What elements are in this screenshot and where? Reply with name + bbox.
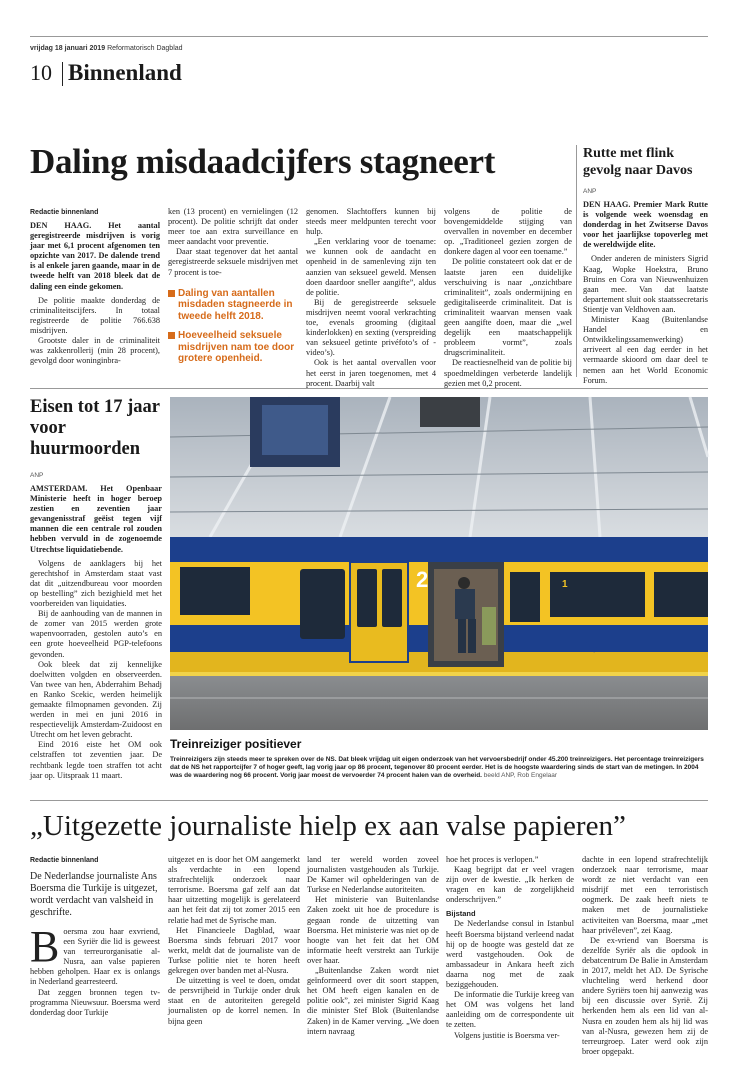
column-rule	[576, 145, 577, 377]
article1-paragraph: Daar staat tegenover dat het aantal geregistreerde seksuele misdrijven met 7 procent is toe-	[168, 247, 298, 277]
article2-paragraph: De uitzetting is veel te doen, omdat de persvrijheid in Turkije onder druk staat en de autoriteiten geregeld journalisten op de korrel nemen. In bijna geen	[168, 976, 300, 1026]
side2-paragraph: Volgens de aanklagers bij het gerechtshof in Amsterdam staat vast dat dit „uitzendbureau voor moorden op bestelling” zich bezighield met het voorbereiden van liquidaties.	[30, 558, 162, 609]
article2-paragraph: De Nederlandse consul in Istanbul heeft Boersma bijstand verleend nadat hij op de hoogte was gesteld dat ze werd vastgehouden. Ook de ambassadeur in Ankara heeft zich daarna nog met de zaak beziggehouden.	[446, 919, 574, 990]
top-rule	[30, 36, 708, 37]
pull-quote-text: Hoeveelheid seksuele misdrijven nam toe door grotere openheid.	[178, 330, 295, 365]
article1-paragraph: Ook is het aantal overvallen voor het eerst in jaren toegenomen, met 4 procent. Daarbij valt	[306, 358, 436, 388]
article1-paragraph: volgens de politie de bovengemiddelde stijging van overvallen in november en december op. „Traditioneel gezien zorgen de donkere dagen al voor een toename.”	[444, 207, 572, 257]
side1-paragraph: Minister Kaag (Buitenlandse Handel en Ontwikkelingssamenwerking) arriveert al een dag eerder in het vermaarde skioord om daar deel te nemen aan het World Economic Forum.	[583, 315, 708, 385]
article1-headline: Daling misdaadcijfers stagneert	[30, 142, 496, 181]
article2-byline: Redactie binnenland	[30, 857, 99, 864]
photo-caption	[170, 756, 708, 781]
page-separator	[62, 62, 63, 86]
side2-source: ANP	[30, 472, 44, 479]
section-title: Binnenland	[68, 60, 182, 85]
article1-col4	[444, 207, 572, 388]
side2-headline: Eisen tot 17 jaar voor huurmoorden	[30, 397, 160, 459]
article2-paragraph: „Buitenlandse Zaken wordt niet geïnformeerd over dit soort stappen, het OM heeft eigen kanalen en de politie ook”, zei minister Sigrid Kaag die minister Stef Blok (Buitenlandse Zaken) in de Kamer verving. „We doen intern navraag	[307, 966, 439, 1036]
dropcap: B	[30, 922, 60, 971]
article1-paragraph: ken (13 procent) en vernielingen (12 procent). De politie schrijft dat onder meer toe aan extra surveillance en meer aandacht voor preventie.	[168, 207, 298, 247]
article1-paragraph: Grootste daler in de criminaliteit was zakkenrollerij (min 28 procent), gevolgd door woninginbra-	[30, 336, 160, 366]
article2-paragraph: De ex-vriend van Boersma is dezelfde Syriër als die opdook in debatcentrum De Balie in Amsterdam in 2017, meldt het AD. De Syrische vluchteling werd herkend door andere Syriërs toen hij aanwezig was bij een discussie over Syrië. Zij herkenden hem als een lid van al-Nusra en zouden hem als hij lid was van al-Nusra, gewezen hem zij de terreurgroep. Later werd ook zijn broer opgepakt.	[582, 935, 708, 1056]
side2-lead: AMSTERDAM. Het Openbaar Ministerie heeft in hoger beroep zestien en zeventien jaar gevangenisstraf geëist tegen vijf mannen die een centrale rol zouden hebben vervuld in de zogenoemde Utrechtse liquidatiebende.	[30, 484, 162, 554]
dateline	[30, 45, 183, 52]
side1-paragraph: Onder anderen de ministers Sigrid Kaag, Wopke Hoekstra, Bruno Bruins en Cora van Nieuwenhuizen gaan mee. Van dat laatste departement sluit ook staatssecretaris Stientje van Veldhoven aan.	[583, 254, 708, 314]
first-class-label: 1	[562, 579, 568, 590]
article2-subhead: Bijstand	[446, 909, 476, 919]
square-bullet-icon	[168, 290, 175, 297]
side2-paragraph: Bij de aanhouding van de mannen in de zomer van 2015 werden grote wapenvoorraden, gestolen auto’s en een grote hoeveelheid PGP-telefoons gevonden.	[30, 609, 162, 659]
photo-caption-title: Treinreiziger positiever	[170, 737, 302, 751]
article1-col3	[306, 207, 436, 388]
side1-lead: DEN HAAG. Premier Mark Rutte is volgende week woensdag en donderdag in het Zwitserse Davos voor het jaarlijkse topoverleg met de wereldwijde elite.	[583, 200, 708, 250]
article1-col2	[168, 207, 298, 379]
side2-paragraph: Eind 2016 eiste het OM ook celstraffen tot zeventien jaar. De rechtbank legde toen straffen tot acht jaar op. Uitspraak 11 maart.	[30, 740, 162, 780]
train-illustration	[170, 397, 708, 730]
door-number-2: 2	[416, 567, 429, 592]
article2-headline: „Uitgezette journaliste hielp ex aan valse papieren”	[30, 810, 626, 842]
section-rule	[30, 388, 708, 389]
side2-paragraph: Ook bleek dat zij kennelijke doelwitten volgden en observeerden. Van twee van hen, Abderrahim Behadj en Ranko Scekic, werden heimelijk gemaakte filmopnamen gevonden. Zij werden in mei en juni 2016 in respectievelijk Amsterdam-Zuidoost en Utrecht om het leven gebracht.	[30, 659, 162, 740]
square-bullet-icon	[168, 332, 175, 339]
article2-paragraph: Het Financieele Dagblad, waar Boersma sinds februari 2017 voor werkt, meldt dat de journaliste van de Turkse politie niet te horen heeft gekregen over banden met al-Nusra.	[168, 925, 300, 976]
paper-name: Reformatorisch Dagblad	[107, 45, 183, 52]
side2-body	[30, 470, 162, 788]
photo-caption-text: Treinreizigers zijn steeds meer te spreken over de NS. Dat bleek vrijdag uit eigen onderzoek van het vervoersbedrijf onder 45.200 treinreizigers. Het percentage treinreizigers dat de NS het rapportcijfer 7 of hoger geeft, lag vorig jaar op 86 procent, tegenover 80 procent eerder. Het is de hoogste waardering sinds de start van de metingen. In 2004 was de waardering nog 66 procent. Vorig jaar moest de vervoerder 74 procent halen van de overheid.	[170, 756, 704, 780]
article2-col4	[446, 855, 574, 1065]
article2-deck: De Nederlandse journaliste Ans Boersma die Turkije is uitgezet, wordt verdacht van valsheid in geschrifte.	[30, 871, 158, 918]
side1-headline: Rutte met flink gevolg naar Davos	[583, 146, 693, 178]
article1-paragraph: De reactiesnelheid van de politie bij spoedmeldingen verbeterde landelijk gezien met 0,2 procent.	[444, 358, 572, 388]
article1-lead: DEN HAAG. Het aantal geregistreerde misdrijven is vorig jaar met 6,1 procent afgenomen ten opzichte van 2017. De dalende trend is al enkele jaren gaande, maar in de tweede helft van 2018 bleek dat de daling een einde gekomen.	[30, 221, 160, 291]
page-number: 10	[30, 60, 52, 85]
article1-paragraph: Bij de geregistreerde seksuele misdrijven neemt vooral verkrachting toe, evenals grooming (digitaal kinderlokken) en sexting (verspreiding van seksueel getinte privéfoto’s of -video’s).	[306, 297, 436, 358]
section-rule	[30, 800, 708, 801]
article2-col3	[307, 855, 439, 1065]
article2-paragraph: Dat zeggen bronnen tegen tv-programma Nieuwsuur. Boersma werd donderdag door Turkije	[30, 987, 160, 1017]
pull-quote-text: Daling van aantallen misdaden stagneerde in tweede helft 2018.	[178, 287, 293, 322]
article2-paragraph: land ter wereld worden zoveel journalisten vastgehouden als Turkije. De Kamer wil ophelderingen van de Turkse en Nederlandse autoriteiten.	[307, 855, 439, 895]
article1-paragraph: „Een verklaring voor de toename: we kunnen ook de aandacht en openheid in de samenleving zijn ten aanzien van seksueel geweld. Mensen doen daardoor sneller aangifte”, aldus de politie.	[306, 237, 436, 297]
side1-source: ANP	[583, 188, 597, 195]
pull-quote-2	[168, 330, 298, 365]
article2-paragraph: Volgens justitie is Boersma ver-	[454, 1030, 560, 1040]
issue-date: vrijdag 18 januari 2019	[30, 45, 106, 52]
photo-credit: beeld ANP, Rob Engelaar	[483, 772, 558, 780]
article2-col5	[582, 855, 708, 1065]
article2-col2	[168, 855, 300, 1065]
pull-quote-1	[168, 288, 298, 323]
side1-body	[583, 186, 708, 385]
article2-paragraph: hoe het proces is verlopen.”	[446, 855, 539, 864]
article1-byline: Redactie binnenland	[30, 209, 99, 216]
article2-paragraph: De informatie die Turkije kreeg van het OM was volgens het land aanleiding om de correspondente uit te zetten.	[446, 990, 574, 1030]
article2-paragraph: Het ministerie van Buitenlandse Zaken zoekt uit hoe de procedure is gegaan ronde de uitzetting van Boersma. Het ministerie was niet op de hoogte van het feit dat het OM informatie heeft verstrekt aan Turkije over haar.	[307, 895, 439, 965]
article2-paragraph: Kaag begrijpt dat er veel vragen zijn over de kwestie. „Ik herken de vragen en kan de zorgelijkheid onderschrijven.”	[446, 865, 574, 905]
article2-paragraph: uitgezet en is door het OM aangemerkt als verdachte in een lopend strafrechtelijk onderzoek naar terrorisme. Boersma gaf zelf aan dat haar uitzetting mogelijk is gerelateerd aan het feit dat zij tot zomer 2015 een relatie had met de Syrische man.	[168, 855, 300, 925]
article1-paragraph: De politie constateert ook dat er de laatste jaren een duidelijke verschuiving is naar „onzichtbare criminaliteit”, zoals ondermijning en gedigitaliseerde criminaliteit. Dat is criminaliteit waarvan mensen vaak geen aangifte doen, maar die „wel degelijk een maatschappelijk probleem vormt”, zoals drugscriminaliteit.	[444, 257, 572, 358]
article2-col1	[30, 855, 160, 1065]
article2-paragraph: oersma zou haar exvriend, een Syriër die lid is geweest van terreurorganisatie al-Nusra, aan valse papieren hebben geholpen. Haar ex is onlangs in Nederland gearresteerd.	[30, 927, 160, 987]
article1-paragraph: genomen. Slachtoffers kunnen bij steeds meer meldpunten terecht voor hulp.	[306, 207, 436, 237]
article1-paragraph: De politie maakte donderdag de criminaliteitscijfers. In totaal registreerde de politie 766.638 misdrijven.	[30, 295, 160, 335]
article2-paragraph: dachte in een lopend strafrechtelijk onderzoek naar terrorisme, maar wordt ze niet verdacht van een misdrijf met een terroristisch oogmerk. De zaak heeft niets te maken met de journalistieke activiteiten van Boersma, maar „met haar privéleven”, zei Kaag.	[582, 855, 708, 935]
article1-col1	[30, 207, 160, 379]
train-photo	[170, 397, 708, 730]
